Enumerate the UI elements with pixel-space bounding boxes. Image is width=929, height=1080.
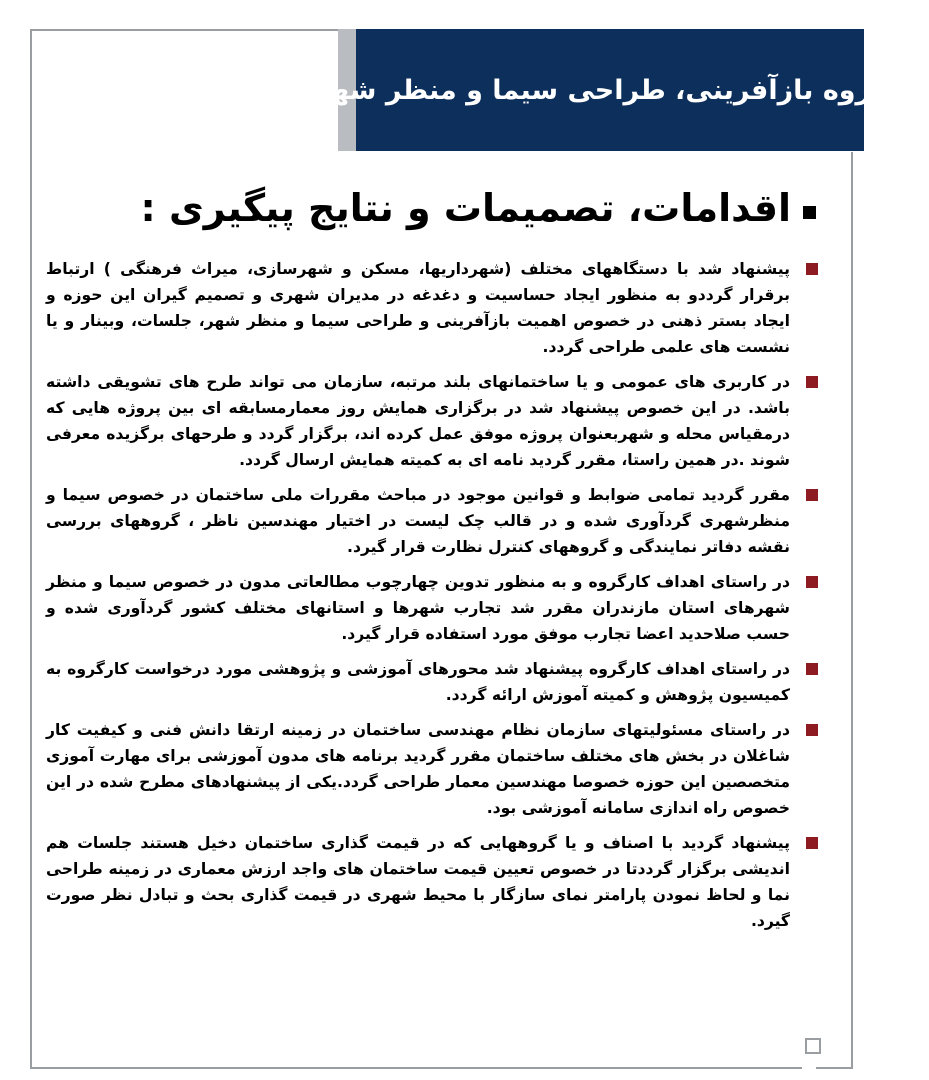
list-item xyxy=(46,656,820,708)
square-bullet-icon xyxy=(806,376,818,388)
square-bullet-icon xyxy=(803,206,816,219)
list-item-text: پیشنهاد گردید با اصناف و یا گروههایی که در قیمت گذاری ساختمان دخیل هستند جلسات هم اندیشی برگزار گرددتا در خصوص تعیین قیمت ساختمان های واجد ارزش معماری در زمینه طراحی نما و لحاظ نمودن پارامتر نمای سازگار با محیط شهری در قیمت گذاری بحث و تبادل نظر صورت گیرد. xyxy=(46,834,790,930)
square-bullet-icon xyxy=(806,263,818,275)
section-title: اقدامات، تصمیمات و نتایج پیگیری : xyxy=(140,186,791,230)
header-banner xyxy=(290,29,929,151)
list-item-text: در راستای اهداف کارگروه پیشنهاد شد محورهای آموزشی و پژوهشی مورد درخواست کارگروه به کمیسیون پژوهش و کمیته آموزش ارائه گردد. xyxy=(46,660,790,704)
square-bullet-icon xyxy=(806,489,818,501)
list-item xyxy=(46,256,820,360)
square-bullet-icon xyxy=(806,663,818,675)
list-item xyxy=(46,569,820,647)
list-item xyxy=(46,369,820,473)
list-item-text: در راستای اهداف کارگروه و به منظور تدوین چهارچوب مطالعاتی مدون در خصوص سیما و منظر شهرهای استان مازندران مقرر شد تجارب شهرها و استانهای مختلف کشور گردآوری شده و حسب صلاحدید اعضا تجارب موفق مورد استفاده قرار گیرد. xyxy=(46,573,790,643)
square-bullet-icon xyxy=(806,724,818,736)
list-item-text: در کاربری های عمومی و یا ساختمانهای بلند مرتبه، سازمان می تواند طرح های تشویقی داشته باشد. در این خصوص پیشنهاد شد در برگزاری همایش روز معمارمسابقه ای بین پروژه هایی که درمقیاس محله و شهربعنوان پروژه موفق عمل کرده اند، برگزار گردد و طرحهای برگزیده معرفی شوند .در همین راستا، مقرر گردید نامه ای به کمیته همایش ارسال گردد. xyxy=(46,373,790,469)
list-item xyxy=(46,830,820,934)
list-item-text: در راستای مسئولیتهای سازمان نظام مهندسی ساختمان در زمینه ارتقا دانش فنی و کیفیت کار شاغلان در بخش های مختلف ساختمان مقرر گردید برنامه های مدون آموزشی برای مهارت آموزی متخصصین این حوزه خصوصا مهندسین معمار طراحی گردد.یکی از پیشنهادهای مطرح شده در این خصوص راه اندازی سامانه آموزشی بود. xyxy=(46,721,790,817)
list-item-text: مقرر گردید تمامی ضوابط و قوانین موجود در مباحث مقررات ملی ساختمان در خصوص سیما و منظرشهری گردآوری شده و در قالب چک لیست در اختیار مهندسین ناظر ، گروههای بررسی نقشه دفاتر نمایندگی و گروههای کنترل نظارت قرار گیرد. xyxy=(46,486,790,556)
square-bullet-icon xyxy=(806,576,818,588)
header-title: کارگروه بازآفرینی، طراحی سیما و منظر شهری xyxy=(290,74,929,106)
section-heading xyxy=(141,186,816,230)
corner-square-icon xyxy=(805,1038,821,1054)
square-bullet-icon xyxy=(806,837,818,849)
list-item-text: پیشنهاد شد با دستگاههای مختلف (شهرداریها، مسکن و شهرسازی، میراث فرهنگی ) ارتباط برقرار گرددو به منظور ایجاد حساسیت و دغدغه در مدیران شهری و تصمیم گیران این حوزه و ایجاد بستر ذهنی در خصوص اهمیت بازآفرینی و طراحی سیما و منظر شهر، جلسات، وبینار و یا نشست های علمی طراحی گردد. xyxy=(46,260,790,356)
list-item xyxy=(46,717,820,821)
list-item xyxy=(46,482,820,560)
decisions-list xyxy=(46,256,820,943)
